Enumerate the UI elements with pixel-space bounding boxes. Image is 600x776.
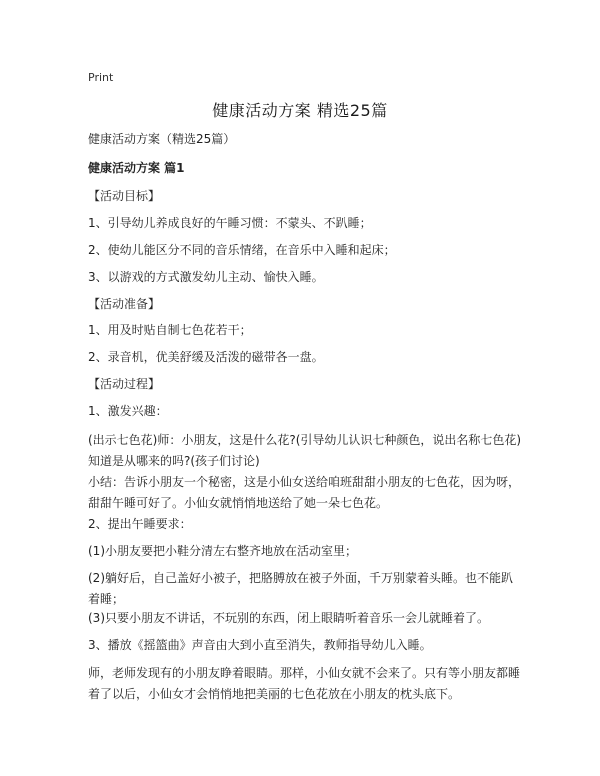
requirement-1: (1)小朋友要把小鞋分清左右整齐地放在活动室里； [88,544,357,558]
paragraph-summary: 小结：告诉小朋友一个秘密，这是小仙女送给咱班甜甜小朋友的七色花，因为呀，甜甜午睡可好了。小仙女就悄悄地送给了她一朵七色花。 [88,475,521,510]
print-label: Print [88,71,114,84]
goal-item-2: 2、使幼儿能区分不同的音乐情绪，在音乐中入睡和起床； [88,243,396,257]
paragraph-intro-flower: (出示七色花)师：小朋友，这是什么花?(引导幼儿认识七种颜色，说出名称七色花)知道是从哪来的吗?(孩子们讨论) [88,433,522,468]
goal-item-1: 1、引导幼儿养成良好的午睡习惯：不蒙头、不趴睡； [88,216,372,230]
section-heading: 健康活动方案 篇1 [88,161,185,175]
prep-item-2: 2、录音机，优美舒缓及活泼的磁带各一盘。 [88,350,324,364]
goal-item-3: 3、以游戏的方式激发幼儿主动、愉快入睡。 [88,270,324,284]
step-3-heading: 3、播放《摇篮曲》声音由大到小直至消失，教师指导幼儿入睡。 [88,638,432,652]
paragraph-teacher-note: 师，老师发现有的小朋友睁着眼睛。那样，小仙女就不会来了。只有等小朋友都睡着了以后，小仙女才会悄悄地把美丽的七色花放在小朋友的枕头底下。 [88,666,521,701]
process-heading: 【活动过程】 [88,377,161,391]
goal-heading: 【活动目标】 [88,189,161,203]
prep-item-1: 1、用及时贴自制七色花若干； [88,323,252,337]
requirement-2: (2)躺好后，自己盖好小被子，把胳膊放在被子外面，千万别蒙着头睡。也不能趴着睡； [88,571,514,606]
step-1-heading: 1、激发兴趣： [88,404,168,418]
requirement-3: (3)只要小朋友不讲话，不玩别的东西，闭上眼睛听着音乐一会儿就睡着了。 [88,611,490,625]
document-title: 健康活动方案 精选25篇 [212,101,388,120]
prep-heading: 【活动准备】 [88,297,161,311]
step-2-heading: 2、提出午睡要求： [88,517,192,531]
subtitle: 健康活动方案（精选25篇） [88,132,236,146]
